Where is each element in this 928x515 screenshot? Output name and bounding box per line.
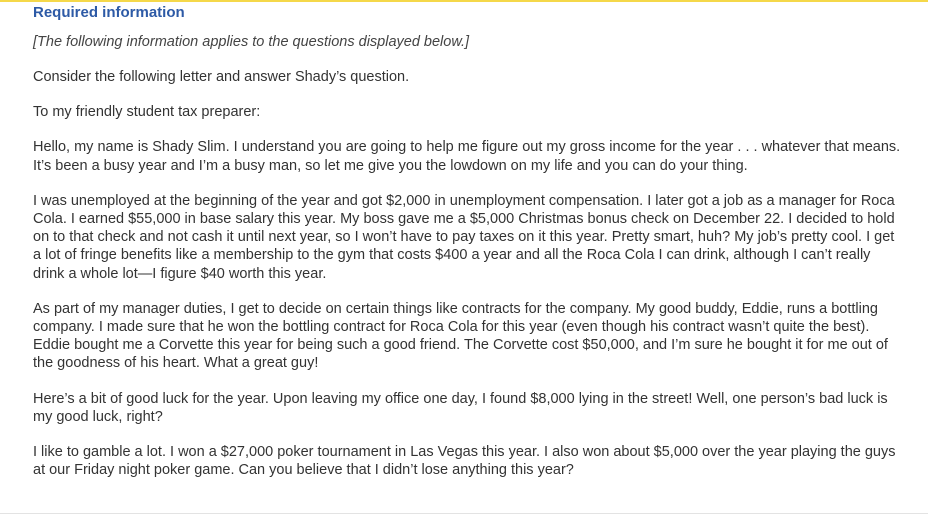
section-title: Required information xyxy=(33,4,185,21)
letter-paragraph-contract: As part of my manager duties, I get to decide on certain things like contracts for the company. My good buddy, Eddie, runs a bottling company. I made sure that he won the bottling contract for Roca Cola for this year (even though his contract wasn’t quite the best). Eddie bought me a Corvette this year for being such a good friend. The Corvette cost $50,000, and I’m sure he bought it for me out of the goodness of his heart. What a great guy! xyxy=(33,300,888,372)
applies-note: [The following information applies to the questions displayed below.] xyxy=(33,34,470,50)
letter-paragraph-found-money: Here’s a bit of good luck for the year. Upon leaving my office one day, I found $8,000 lying in the street! Well, one person’s bad luck is my good luck, right? xyxy=(33,390,888,425)
letter-salutation: To my friendly student tax preparer: xyxy=(33,104,261,121)
top-divider xyxy=(0,0,928,2)
instruction-text: Consider the following letter and answer Shady’s question. xyxy=(33,69,410,85)
bottom-divider xyxy=(0,513,928,514)
letter-paragraph-intro: Hello, my name is Shady Slim. I understand you are going to help me figure out my gross income for the year . . . whatever that means. It’s been a busy year and I’m a busy man, so let me give you the lowdown on my life and you can do your thing. xyxy=(33,139,901,174)
letter-paragraph-employment: I was unemployed at the beginning of the year and got $2,000 in unemployment compensation. I later got a job as a manager for Roca Cola. I earned $55,000 in base salary this year. My boss gave me a $5,000 Christmas bonus check on December 22. I decided to hold on to that check and not cash it until next year, so I won’t have to pay taxes on it this year. Pretty smart, huh? My job’s pretty cool. I get a lot of fringe benefits like a membership to the gym that costs $400 a year and all the Roca Cola I can drink, although I can’t really drink a whole lot—I figure $40 worth this year. xyxy=(33,192,895,282)
required-information-panel xyxy=(33,4,903,479)
letter-paragraph-gambling: I like to gamble a lot. I won a $27,000 poker tournament in Las Vegas this year. I also won about $5,000 over the year playing the guys at our Friday night poker game. Can you believe that I didn’t lose anything this year? xyxy=(33,444,896,479)
